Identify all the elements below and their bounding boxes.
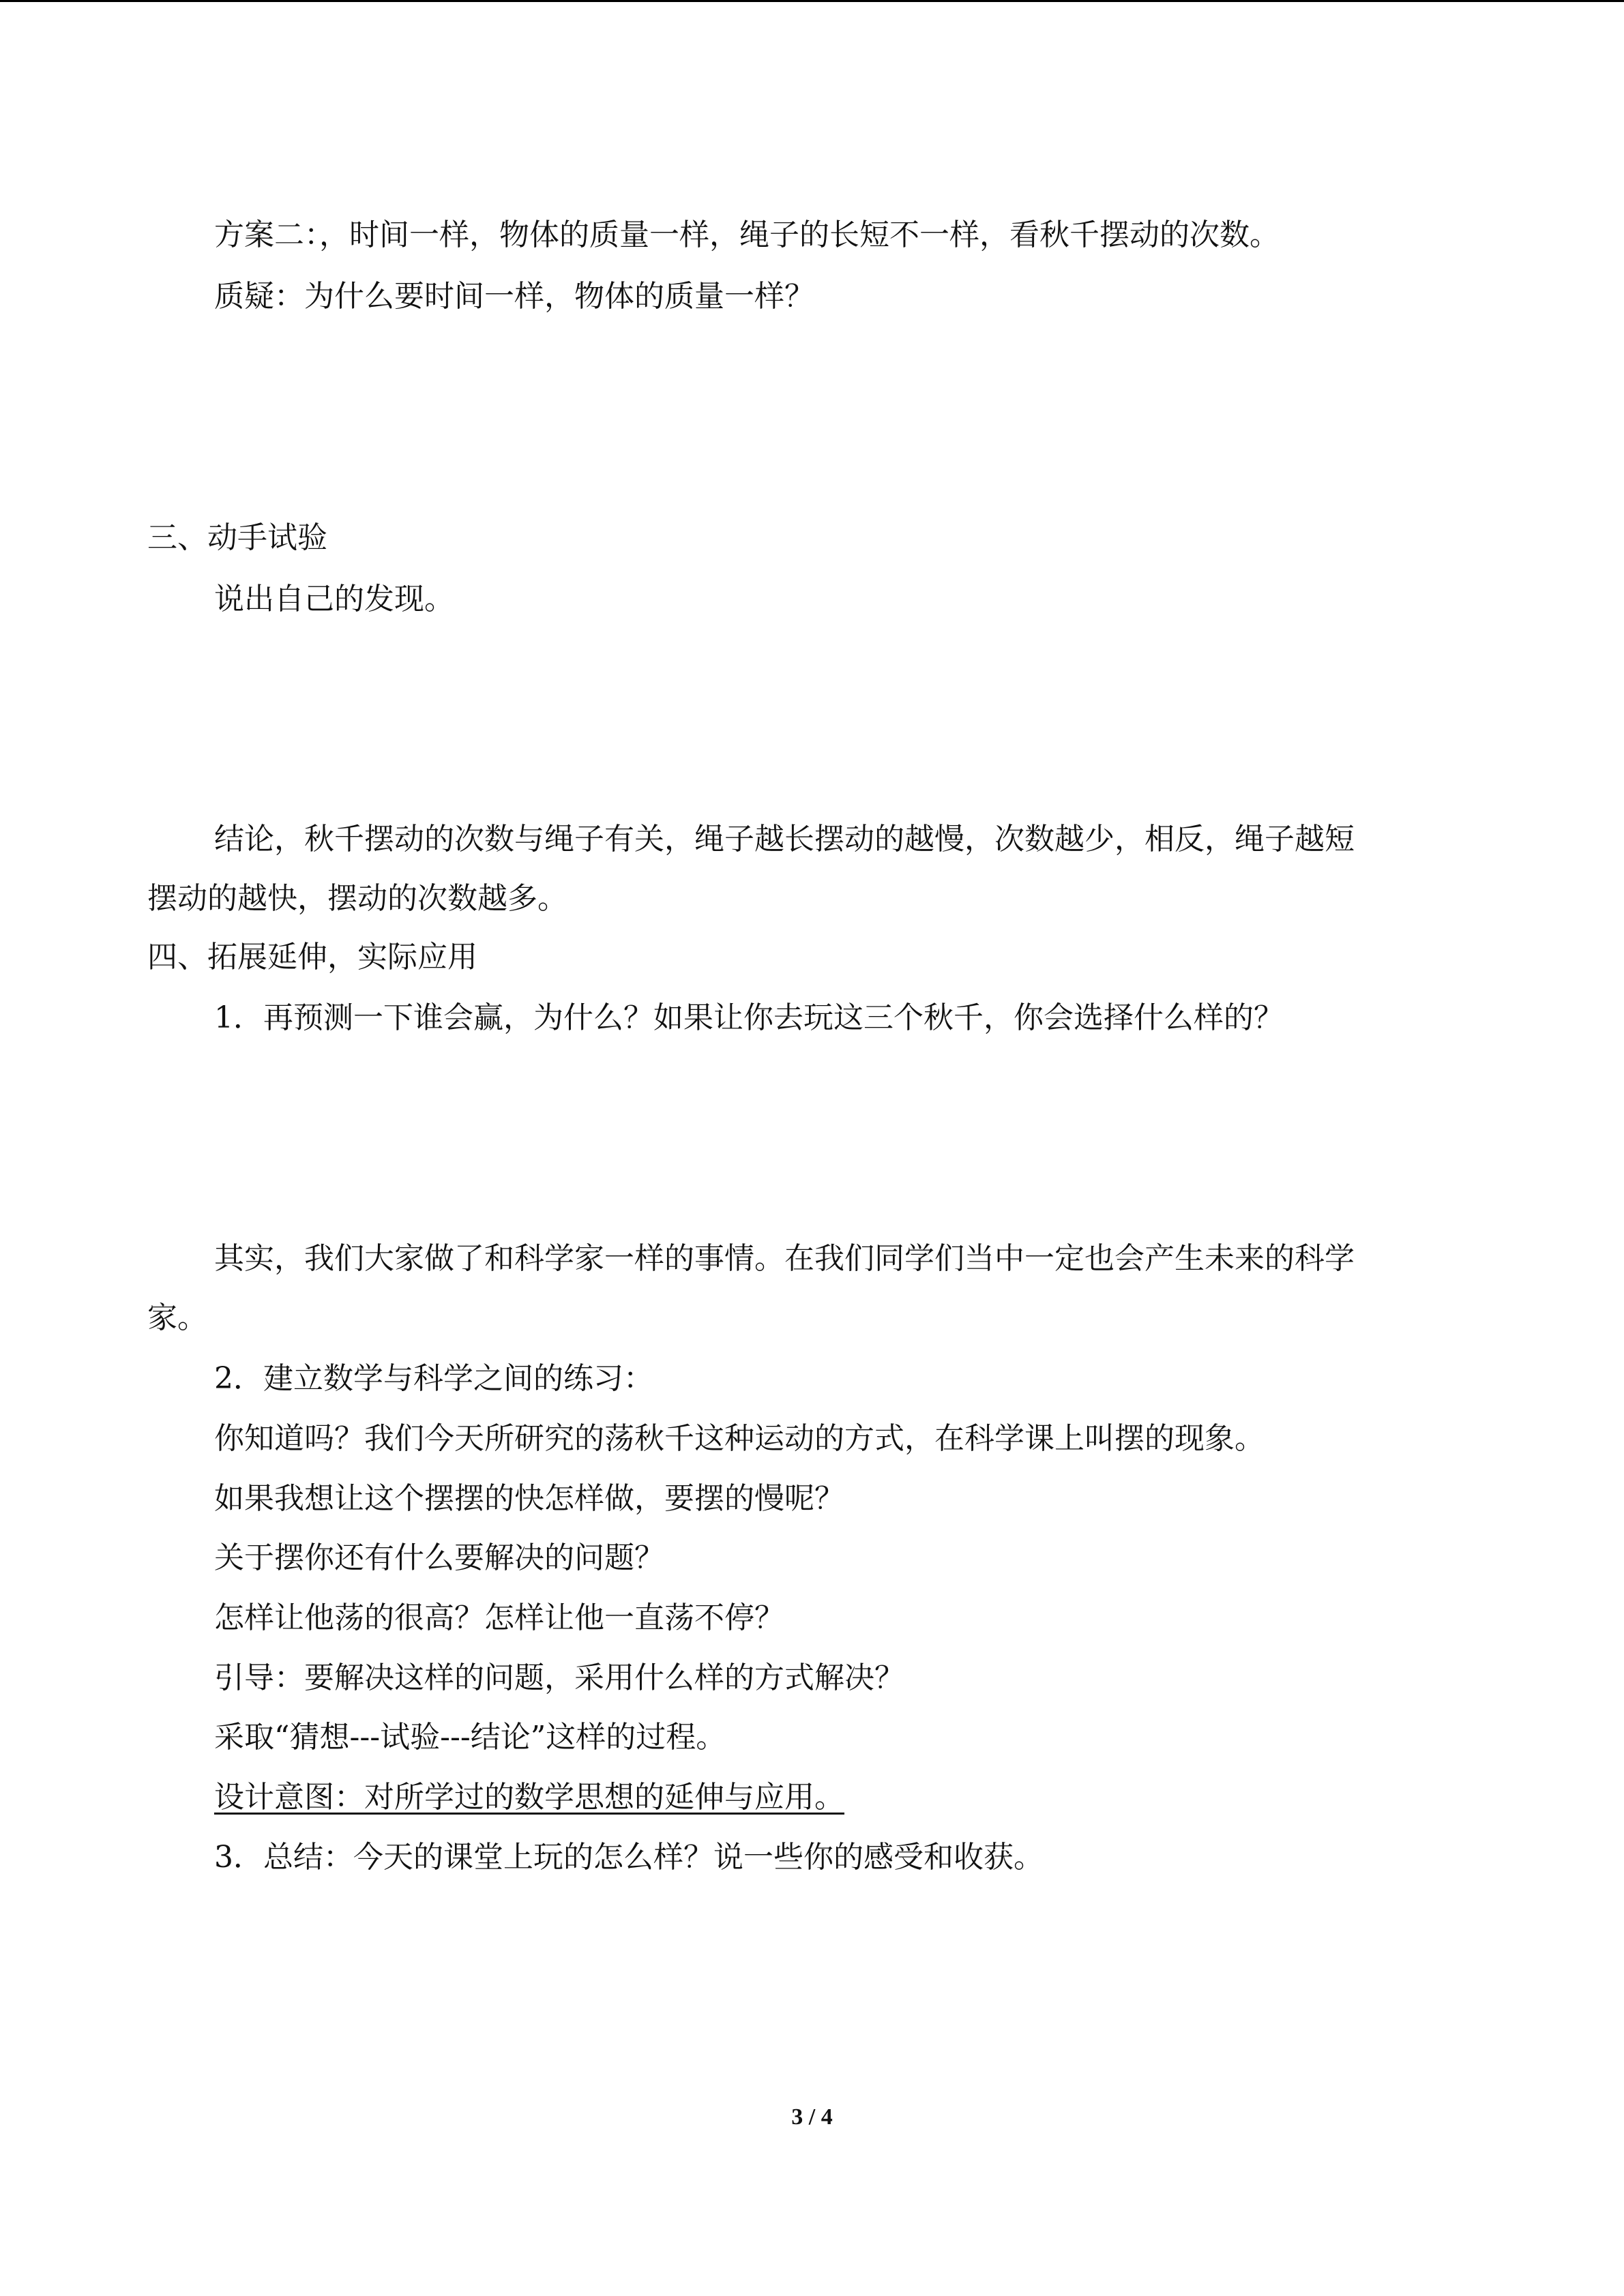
section-four-heading: 四、拓展延伸，实际应用 <box>147 940 477 974</box>
question-paragraph: 质疑：为什么要时间一样，物体的质量一样？ <box>214 279 814 314</box>
conclusion-line-2: 摆动的越快，摆动的次数越多。 <box>147 881 567 916</box>
item-one-paragraph: 1．再预测一下谁会赢，为什么？如果让你去玩这三个秋千，你会选择什么样的？ <box>214 1000 1284 1035</box>
process-paragraph: 采取“猜想---试验---结论”这样的过程。 <box>214 1720 726 1755</box>
item-two-paragraph: 2．建立数学与科学之间的练习： <box>214 1361 653 1396</box>
page-number: 3 / 4 <box>791 2104 833 2130</box>
design-intent-paragraph: 设计意图：对所学过的数学思想的延伸与应用。 <box>214 1780 844 1815</box>
do-you-know-paragraph: 你知道吗？我们今天所研究的荡秋千这种运动的方式，在科学课上叫摆的现象。 <box>214 1421 1265 1456</box>
guide-paragraph: 引导：要解决这样的问题，采用什么样的方式解决？ <box>214 1660 904 1695</box>
faster-slower-paragraph: 如果我想让这个摆摆的快怎样做，要摆的慢呢？ <box>214 1481 844 1516</box>
section-three-heading: 三、动手试验 <box>147 520 327 555</box>
plan-two-paragraph: 方案二：，时间一样，物体的质量一样，绳子的长短不一样，看秋千摆动的次数。 <box>214 218 1280 252</box>
scientist-line-1: 其实，我们大家做了和科学家一样的事情。在我们同学们当中一定也会产生未来的科学 <box>214 1241 1355 1276</box>
say-findings-paragraph: 说出自己的发现。 <box>214 582 454 616</box>
scientist-line-2: 家。 <box>147 1300 207 1335</box>
item-three-paragraph: 3．总结：今天的课堂上玩的怎么样？说一些你的感受和收获。 <box>214 1840 1044 1875</box>
swing-high-paragraph: 怎样让他荡的很高？怎样让他一直荡不停？ <box>214 1600 784 1635</box>
conclusion-line-1: 结论，秋千摆动的次数与绳子有关，绳子越长摆动的越慢，次数越少，相反，绳子越短 <box>214 822 1355 856</box>
other-questions-paragraph: 关于摆你还有什么要解决的问题？ <box>214 1540 664 1575</box>
